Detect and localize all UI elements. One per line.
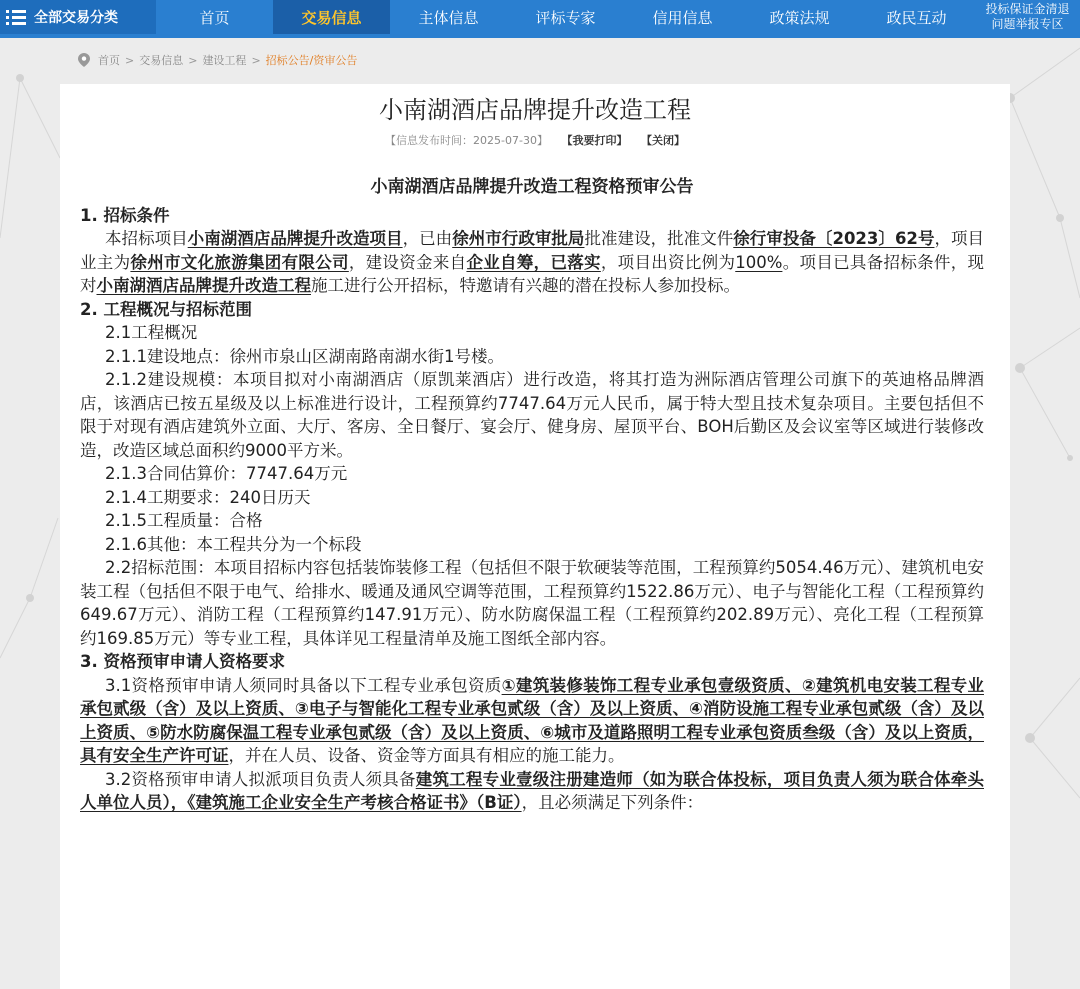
nav-item-entity-info[interactable]: 主体信息 xyxy=(418,8,479,27)
section-2-line: 2.1.5工程质量：合格 xyxy=(105,511,263,530)
breadcrumb-home[interactable]: 首页 xyxy=(98,54,120,67)
section-3-title: 3. 资格预审申请人资格要求 xyxy=(80,652,285,671)
breadcrumb-construction[interactable]: 建设工程 xyxy=(202,54,247,67)
report-line-1: 投标保证金清退 xyxy=(985,2,1070,16)
menu-list-icon xyxy=(6,8,26,26)
all-categories-menu[interactable] xyxy=(0,0,156,34)
top-nav xyxy=(0,0,1080,34)
nav-item-interaction[interactable]: 政民互动 xyxy=(886,8,947,27)
nav-item-credit-info[interactable]: 信用信息 xyxy=(652,8,713,27)
print-link[interactable]: 【我要打印】 xyxy=(561,134,628,147)
breadcrumb-trading-info[interactable]: 交易信息 xyxy=(139,54,184,67)
section-2-line: 2.1.4工期要求：240日历天 xyxy=(105,487,311,507)
nav-item-bid-experts[interactable]: 评标专家 xyxy=(535,8,596,27)
breadcrumb-separator: > xyxy=(125,53,135,67)
nav-item-home[interactable]: 首页 xyxy=(199,8,230,27)
report-line-2: 问题举报专区 xyxy=(991,17,1064,31)
section-2-scope: 2.2招标范围：本项目招标内容包括装饰装修工程（包括但不限于软硬装等范围，工程预算约5054.46万元）、建筑机电安装工程（包括但不限于电气、给排水、暖通及通风空调等范围，工程预算约1522.86万元）、电子与智能化工程（工程预算约649.67万元）、消防工程（工程预算约147.91万元）、防水防腐保温工程（工程预算约202.89万元）、亮化工程（工程预算约169.85万元）等专业工程，具体详见工程量清单及施工图纸全部内容。 xyxy=(80,558,984,648)
section-2-title: 2. 工程概况与招标范围 xyxy=(80,299,252,319)
all-categories-label: 全部交易分类 xyxy=(34,10,118,26)
section-1-paragraph: 本招标项目小南湖酒店品牌提升改造项目，已由徐州市行政审批局批准建设，批准文件徐行审投备〔2023〕62号，项目业主为徐州市文化旅游集团有限公司，建设资金来自企业自筹，已落实，项目出资比例为100%。项目已具备招标条件，现对小南湖酒店品牌提升改造工程施工进行公开招标，特邀请有兴趣的潜在投标人参加投标。 xyxy=(80,229,985,295)
nav-item-trading-info[interactable]: 交易信息 xyxy=(273,0,390,34)
breadcrumb xyxy=(78,52,357,68)
close-link[interactable]: 【关闭】 xyxy=(640,134,685,147)
announcement-heading: 小南湖酒店品牌提升改造工程资格预审公告 xyxy=(370,177,694,197)
page-title: 小南湖酒店品牌提升改造工程 xyxy=(379,96,691,124)
nav-underline xyxy=(0,34,1080,38)
section-2-line: 2.1.1建设地点：徐州市泉山区湖南路南湖水街1号楼。 xyxy=(105,346,504,366)
section-2-line: 2.1工程概况 xyxy=(105,323,198,342)
breadcrumb-current[interactable]: 招标公告/资审公告 xyxy=(265,54,358,67)
section-1-title: 1. 招标条件 xyxy=(80,205,170,225)
section-3-2-paragraph: 3.2资格预审申请人拟派项目负责人须具备建筑工程专业壹级注册建造师（如为联合体投标，项目负责人须为联合体牵头人单位人员），《建筑施工企业安全生产考核合格证书》（B证），且必须满足下列条件： xyxy=(80,769,984,812)
nav-item-policies[interactable]: 政策法规 xyxy=(769,8,830,27)
publish-time: 【信息发布时间：2025-07-30】 xyxy=(385,134,548,147)
breadcrumb-separator: > xyxy=(188,53,198,67)
breadcrumb-separator: > xyxy=(251,53,261,67)
location-pin-icon xyxy=(78,53,90,67)
section-2-line: 2.1.3合同估算价：7747.64万元 xyxy=(105,464,348,483)
article-meta xyxy=(0,132,1070,148)
section-2-scale: 2.1.2建设规模：本项目拟对小南湖酒店（原凯莱酒店）进行改造，将其打造为洲际酒店管理公司旗下的英迪格品牌酒店，该酒店已按五星级及以上标准进行设计，工程预算约7747.64万元人民币，属于特大型且技术复杂项目。主要包括但不限于对现有酒店建筑外立面、大厅、客房、全日餐厅、宴会厅、健身房、屋顶平台、BOH后勤区及会议室等区域进行装修改造，改造区域总面积约9000平方米。 xyxy=(80,370,984,460)
section-3-1-paragraph: 3.1资格预审申请人须同时具备以下工程专业承包资质①建筑装修装饰工程专业承包壹级资质、②建筑机电安装工程专业承包贰级（含）及以上资质、③电子与智能化工程专业承包贰级（含）及以上资质、④消防设施工程专业承包贰级（含）及以上资质、⑤防水防腐保温工程专业承包贰级（含）及以上资质、⑥城市及道路照明工程专业承包资质叁级（含）及以上资质，具有安全生产许可证，并在人员、设备、资金等方面具有相应的施工能力。 xyxy=(80,675,984,765)
section-2-line: 2.1.6其他：本工程共分为一个标段 xyxy=(105,534,362,554)
article-body xyxy=(80,176,984,815)
nav-report-zone[interactable] xyxy=(975,0,1080,34)
